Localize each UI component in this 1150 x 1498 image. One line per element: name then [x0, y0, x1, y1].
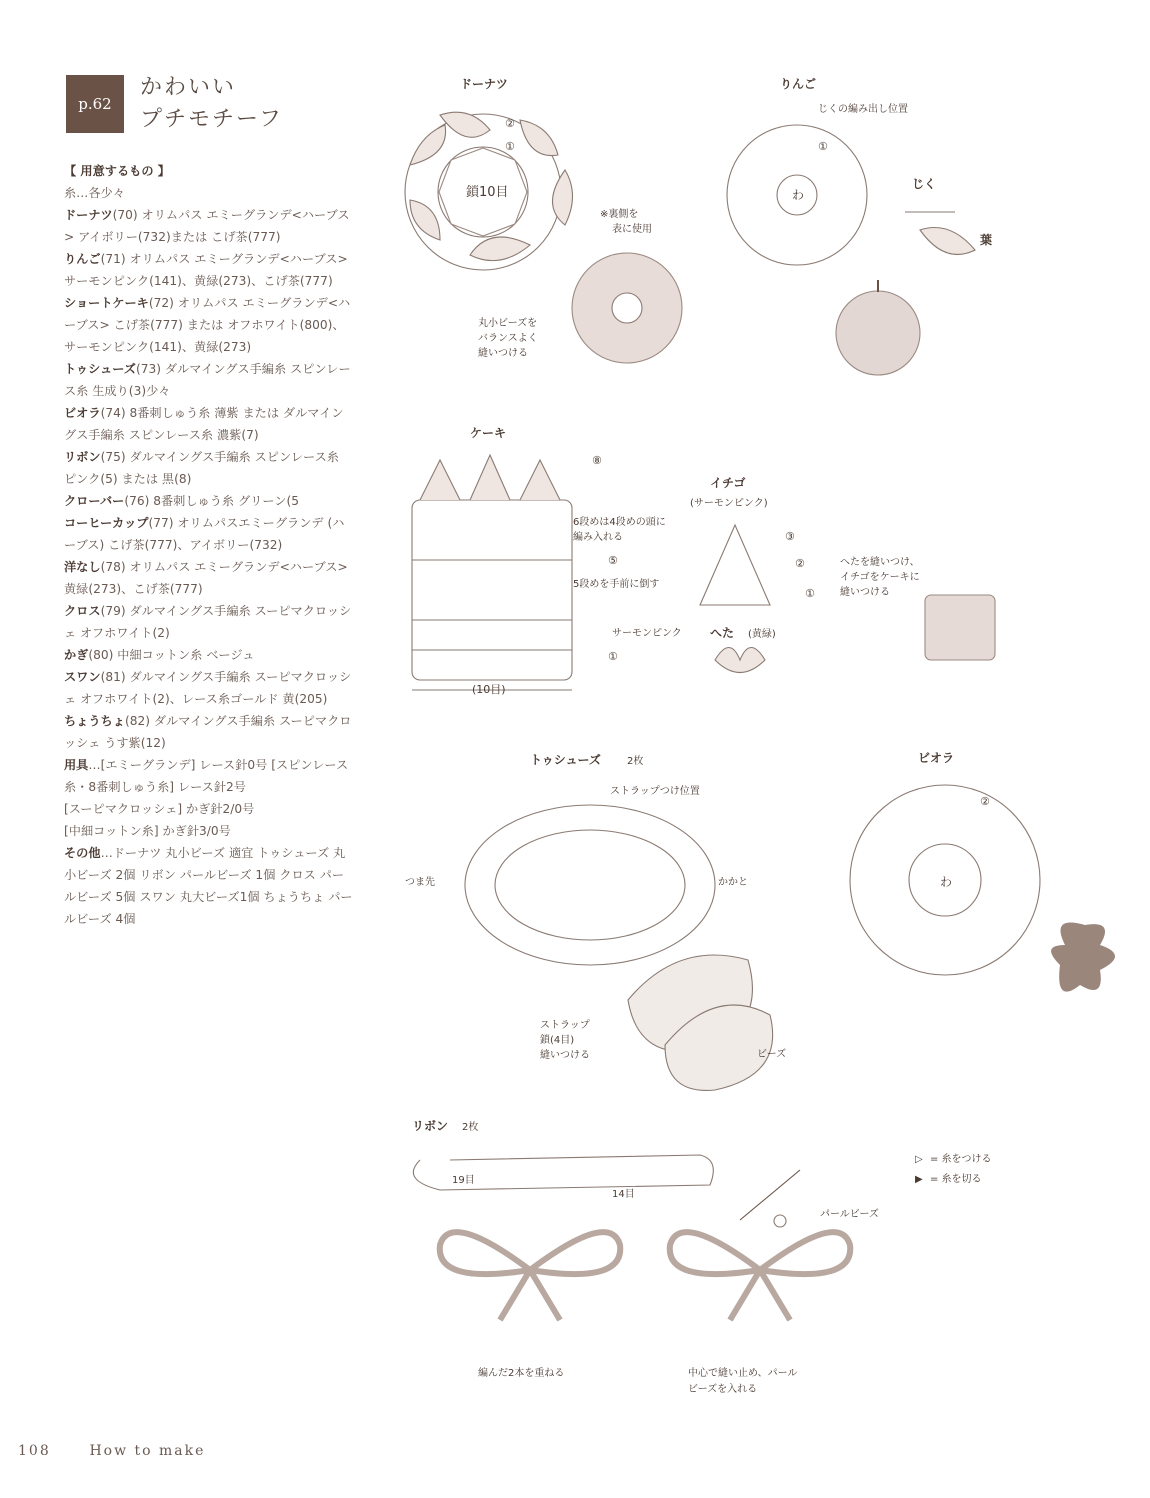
shoes-count: 2枚: [627, 756, 644, 767]
donut-note-1: ※裏側を: [600, 209, 639, 220]
donut-note-2: 表に使用: [612, 224, 652, 235]
heta-color: (黄緑): [748, 629, 776, 640]
legend-attach: = 糸をつける: [930, 1154, 992, 1165]
strawberry-sew-2: イチゴをケーキに: [840, 572, 920, 583]
footer-label: How to make: [89, 1443, 206, 1459]
donut-bead-1: 丸小ビーズを: [478, 318, 538, 329]
strawberry-title: イチゴ: [710, 476, 746, 490]
ribbon-pearl: パールビーズ: [820, 1209, 879, 1220]
page-ref-badge: p.62: [66, 75, 124, 133]
shoes-title: トゥシューズ: [530, 753, 601, 767]
shoes-bead: ビーズ: [757, 1049, 787, 1060]
shoes-strap-2: 鎖(4目): [540, 1035, 575, 1046]
donut-title: ドーナツ: [460, 77, 508, 91]
ribbon-step-1: 編んだ2本を重ねる: [478, 1368, 565, 1379]
apple-leaf: 葉: [980, 233, 993, 247]
apple-diagram: [727, 125, 975, 375]
cake-note-6a: 6段めは4段めの頭に: [573, 517, 666, 528]
apple-title: りんご: [780, 77, 817, 91]
cake-title: ケーキ: [470, 426, 507, 440]
donut-finished: [572, 253, 682, 363]
apple-start: じくの編み出し位置: [818, 104, 908, 115]
viola-diagram: [850, 785, 1115, 992]
legend-attach-icon: ▷: [915, 1154, 923, 1165]
shoes-strap-pos: ストラップつけ位置: [610, 786, 700, 797]
ribbon-count: 2枚: [462, 1122, 479, 1133]
cake-round-5: ⑤: [608, 554, 618, 567]
apple-center: わ: [792, 188, 805, 202]
materials-line: ドーナツ(70) オリムパス エミーグランデ<ハーブス> アイボリー(732)または こげ茶(777): [64, 208, 350, 244]
shoes-toe: つま先: [405, 877, 435, 888]
ribbon-step-2a: 中心で縫い止め、パール: [688, 1368, 798, 1379]
ribbon-step-2b: ビーズを入れる: [688, 1384, 758, 1395]
materials-line: ちょうちょ(82) ダルマイングス手編糸 スーピマクロッシェ うす紫(12): [64, 714, 352, 750]
cake-diagram: [412, 455, 572, 690]
cake-round-8: ⑧: [592, 454, 602, 467]
donut-round-2: ②: [505, 117, 515, 130]
strawberry-sew-1: へたを縫いつけ、: [840, 557, 920, 568]
shoes-heel: かかと: [718, 877, 748, 888]
materials-line: クロス(79) ダルマイングス手編糸 スーピマクロッシェ オフホワイト(2): [64, 604, 352, 640]
donut-center: 鎖10目: [466, 185, 509, 200]
shoes-strap-3: 縫いつける: [540, 1050, 590, 1061]
materials-heading: 【 用意するもの 】: [64, 164, 170, 178]
materials-line: コーヒーカップ(77) オリムパスエミーグランデ (ハーブス) こげ茶(777)、アイボリー(732): [64, 516, 345, 552]
viola-round-2: ②: [980, 795, 990, 808]
page-footer: [18, 1443, 205, 1459]
materials-line: クローバー(76) 8番刺しゅう糸 グリーン(5: [64, 494, 299, 508]
strawberry-round-1: ①: [805, 587, 815, 600]
ribbon-count-19: 19目: [452, 1175, 475, 1186]
materials-line: その他…ドーナツ 丸小ビーズ 適宜 トゥシューズ 丸小ビーズ 2個 リボン パールビーズ 1個 クロス パールビーズ 5個 スワン 丸大ビーズ1個 ちょうちょ パールビーズ 4個: [64, 846, 353, 926]
strawberry-sew-3: 縫いつける: [840, 587, 890, 598]
strawberry-round-3: ③: [785, 530, 795, 543]
cake-salmon: サーモンピンク: [612, 628, 682, 639]
materials-line: スワン(81) ダルマイングス手編糸 スーピマクロッシェ オフホワイト(2)、レース糸ゴールド 黄(205): [64, 670, 352, 706]
apple-stem: じく: [912, 177, 937, 191]
legend-cut: = 糸を切る: [930, 1174, 982, 1185]
materials-line: ビオラ(74) 8番刺しゅう糸 薄紫 または ダルマイングス手編糸 スピンレース糸 濃紫(7): [64, 406, 344, 442]
cake-note-6b: 編み入れる: [573, 532, 623, 543]
heta-title: へた: [710, 626, 735, 640]
cake-note-5: 5段めを手前に倒す: [573, 579, 660, 590]
donut-bead-3: 縫いつける: [478, 348, 528, 359]
cake-round-1: ①: [608, 650, 618, 663]
materials-line: トゥシューズ(73) ダルマイングス手編糸 スピンレース糸 生成り(3)少々: [64, 362, 351, 398]
strawberry-color: (サーモンピンク): [690, 498, 768, 509]
cake-base: (10目): [472, 683, 506, 696]
title-line-1: かわいい: [140, 75, 237, 100]
viola-title: ビオラ: [918, 751, 955, 765]
materials-line: [スーピマクロッシェ] かぎ針2/0号: [64, 802, 255, 816]
materials-line: リボン(75) ダルマイングス手編糸 スピンレース糸 ピンク(5) または 黒(8): [64, 450, 339, 486]
shoes-diagram: [465, 805, 773, 1090]
materials-line: 用具…[エミーグランデ] レース針0号 [スピンレース糸・8番刺しゅう糸] レース針2号: [64, 758, 349, 794]
legend-cut-icon: ▶: [915, 1174, 923, 1185]
strawberry-round-2: ②: [795, 557, 805, 570]
page-number: 108: [18, 1443, 51, 1459]
ribbon-count-14: 14目: [612, 1189, 635, 1200]
materials-line: 洋なし(78) オリムパス エミーグランデ<ハーブス> 黄緑(273)、こげ茶(777): [64, 560, 348, 596]
title-line-2: プチモチーフ: [140, 107, 283, 132]
ribbon-title: リボン: [412, 1119, 449, 1133]
materials-line: かぎ(80) 中細コットン糸 ベージュ: [64, 648, 255, 662]
shoes-strap-1: ストラップ: [540, 1020, 590, 1031]
materials-line: 糸…各少々: [64, 186, 125, 200]
materials-line: [中細コットン糸] かぎ針3/0号: [64, 824, 231, 838]
materials-line: ショートケーキ(72) オリムパス エミーグランデ<ハーブス> こげ茶(777) または オフホワイト(800)、サーモンピンク(141)、黄緑(273): [64, 296, 351, 354]
viola-center: わ: [940, 875, 953, 889]
donut-bead-2: バランスよく: [478, 333, 538, 344]
materials-line: りんご(71) オリムパス エミーグランデ<ハーブス> サーモンピンク(141)、黄緑(273)、こげ茶(777): [64, 252, 348, 288]
donut-round-1: ①: [505, 140, 515, 153]
strawberry-diagram: [700, 525, 995, 673]
ribbon-diagram: [413, 1155, 850, 1320]
apple-round-1: ①: [818, 140, 828, 153]
